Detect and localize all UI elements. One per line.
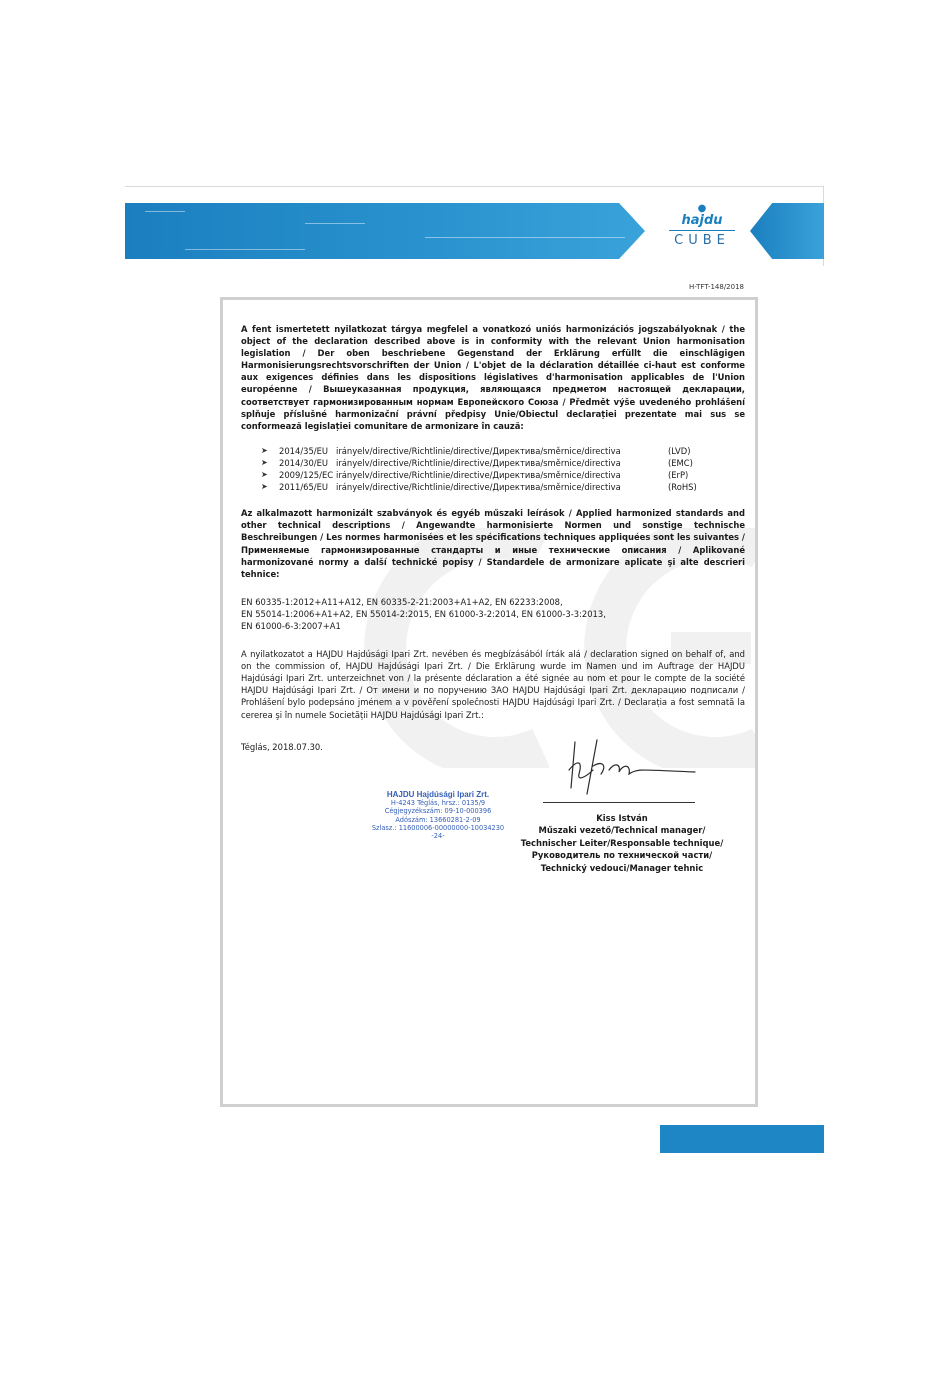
product-name: CUBE: [674, 233, 730, 248]
logo-divider: [669, 230, 735, 231]
footer-bar: [660, 1125, 824, 1153]
standards-heading: Az alkalmazott harmonizált szabványok és egyéb műszaki leírások / Applied harmonized standards and other technical descriptions / Angewandte harmonisierte Normen und sonstige technische Beschreibungen / Les normes harmonisées et les spécifications techniques appliquées sont les suivantes / Применяемые гармонизированные стандарты и иные технические описания / Aplikované harmonizované normy a další technické popisy / Standardele de armonizare aplicate şi alte descrieri tehnice:: [241, 508, 745, 579]
standards-line: EN 60335-1:2012+A11+A12, EN 60335-2-21:2003+A1+A2, EN 62233:2008,: [241, 596, 563, 607]
signatory-name: Kiss István: [596, 813, 648, 823]
arrow-bullet-icon: ➤: [261, 457, 268, 467]
conformity-statement: A fent ismertetett nyilatkozat tárgya megfelel a vonatkozó uniós harmonizációs jogszabályoknak / the object of the declaration described above is in conformity with the relevant Union harmonisation legislation / Der oben beschriebene Gegenstand der Erklärung erfüllt die einschlägigen Harmonisierungsrechtsvorschriften der Union / L'objet de la déclaration détaillée ci-haut est conforme aux exigences définies dans les dispositions législatives d'harmonisation applicables de l'Union européenne / Вышеуказанная продукция, являющаяся предметом настоящей декларации, соответствует гармонизированным нормам Европейского Союза / Předmět výše uvedeného prohlášení splňuje příslušné harmonizační právní předpisy Unie/Obiectul declarației prezentate mai sus se conformează legislației comunitare de armonizare în cauză:: [241, 324, 745, 431]
directive-list: [261, 445, 745, 493]
standards-line: EN 55014-1:2006+A1+A2, EN 55014-2:2015, EN 61000-3-2:2014, EN 61000-3-3:2013,: [241, 608, 606, 619]
declaration-box: [220, 297, 758, 1107]
header-band: [125, 203, 645, 259]
hajdu-cube-logo: [667, 204, 737, 252]
arrow-bullet-icon: ➤: [261, 482, 268, 492]
standards-list: [241, 596, 745, 632]
signatory-block: Kiss István Műszaki vezető/Technical manager/ Technischer Leiter/Responsable technique/ Руководитель по технической части/ Technický vedouci/Manager tehnic: [513, 812, 731, 874]
signature-line: [543, 802, 695, 803]
company-stamp: HAJDU Hajdúsági Ipari Zrt. H-4243 Téglás, hrsz.: 0135/9 Cégjegyzékszám: 09-10-000396 Adószám: 13660281-2-09 Szlasz.: 11600006-00000000-10034230 -24-: [371, 790, 505, 841]
drop-icon: ●: [697, 203, 707, 214]
directive-item: ➤ 2011/65/EU irányelv/directive/Richtlinie/directive/Директива/směrnice/directiva (RoHS): [261, 482, 697, 493]
directive-item: ➤ 2014/35/EU irányelv/directive/Richtlinie/directive/Директива/směrnice/directiva (LVD): [261, 445, 691, 456]
directive-item: ➤ 2009/125/EC irányelv/directive/Richtlinie/directive/Директива/směrnice/directiva (ErP): [261, 470, 689, 481]
arrow-bullet-icon: ➤: [261, 445, 268, 455]
brand-name: hajdu: [681, 213, 723, 228]
place-and-date: Téglás, 2018.07.30.: [241, 742, 323, 752]
arrow-bullet-icon: ➤: [261, 470, 268, 480]
document-number: H-TFT-148/2018: [688, 283, 744, 291]
directive-item: ➤ 2014/30/EU irányelv/directive/Richtlinie/directive/Директива/směrnice/directiva (EMC): [261, 457, 693, 468]
signing-statement: A nyilatkozatot a HAJDU Hajdúsági Ipari Zrt. nevében és megbízásából írták alá / declaration signed on behalf of, and on the commission of, HAJDU Hajdúsági Ipari Zrt. / Die Erklärung wurde im Namen und im Auftrage der HAJDU Hajdúsági Ipari Zrt. unterzeichnet von / la présente déclaration a été signée au nom et pour le compte de la société HAJDU Hajdúsági Ipari Zrt. / От имени и по поручению ЗАО HAJDU Hajdúsági Ipari Zrt. декларацию подписали / Prohlášení bylo podepsáno jménem a v pověření společnosti HAJDU Hajdúsági Ipari Zrt. / Declarația a fost semnată la cererea şi în numele Societății HAJDU Hajdúsági Ipari Zrt.:: [241, 649, 745, 720]
page-frame-top: [125, 186, 824, 187]
declaration-content: [241, 323, 745, 721]
header-arrow-right: [750, 203, 824, 259]
handwritten-signature: [563, 730, 703, 800]
standards-line: EN 61000-6-3:2007+A1: [241, 620, 341, 631]
